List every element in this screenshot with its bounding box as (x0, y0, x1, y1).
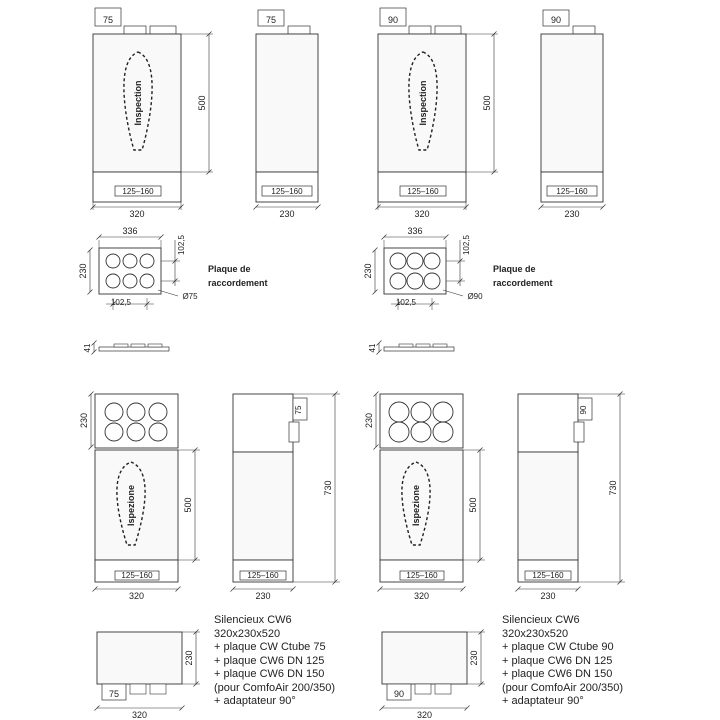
left-assembly-tube (105, 403, 123, 421)
right-spigot-top (435, 26, 461, 34)
right-plate-height-label: 230 (363, 263, 373, 279)
right-plate-boss (399, 344, 413, 347)
right-assembly-width-label: 320 (413, 591, 430, 601)
left-adapter-spigot (150, 684, 166, 694)
note-line: 320x230x520 (502, 627, 569, 640)
left-pitch-h-label: 102,5 (110, 298, 132, 307)
left-bore-label: Ø75 (182, 292, 198, 301)
left-plate-title: raccordement (208, 278, 268, 288)
right-silencer-side (541, 34, 603, 172)
right-assembly-tube (389, 402, 409, 422)
right-spigot-label: 125–160 (556, 187, 588, 196)
right-inspection-assembly-label: Ispezione (411, 484, 421, 527)
right-plate-boss (433, 344, 447, 347)
left-plate-tube (106, 274, 120, 288)
left-plate-tube (123, 274, 137, 288)
right-spigot-label: 125–160 (406, 571, 438, 580)
left-assembly-tube (127, 423, 145, 441)
right-plate-tube (407, 253, 423, 269)
right-adapter-spigot (435, 684, 451, 694)
left-plate-tube (123, 254, 137, 268)
note-line: + plaque CW6 DN 125 (214, 654, 325, 667)
right-adapter-width-label: 320 (416, 710, 433, 720)
left-plate-edge (99, 347, 169, 351)
right-spigot-label: 125–160 (532, 571, 564, 580)
right-assembly-silencer (380, 450, 463, 560)
left-assembly-tube (149, 403, 167, 421)
right-plate-tube (407, 273, 423, 289)
left-adapter-body (97, 632, 182, 684)
left-height-front-label: 500 (197, 95, 207, 111)
right-assembly-tube (433, 402, 453, 422)
left-adapter-spigot (130, 684, 146, 694)
right-assembly-tube (389, 422, 409, 442)
left-total-height-label: 730 (323, 480, 333, 496)
right-pitch-v-label: 102,5 (462, 234, 471, 256)
left-spigot-top (288, 26, 310, 34)
left-tube-size-side-label: 75 (265, 15, 277, 25)
note-line: 320x230x520 (214, 627, 281, 640)
right-adapter-spigot (415, 684, 431, 694)
right-side-tube-label: 90 (579, 405, 588, 415)
right-plate-tube (390, 253, 406, 269)
right-description (502, 614, 623, 709)
left-spigot-label: 125–160 (271, 187, 303, 196)
right-side-flange (574, 422, 584, 442)
left-spigot-label: 125–160 (247, 571, 279, 580)
right-plate-tube (390, 273, 406, 289)
left-thickness-label: 41 (83, 343, 92, 353)
right-bore-label: Ø90 (467, 292, 483, 301)
left-assembly-plate-height-label: 230 (79, 412, 89, 429)
right-adapter-height-label: 230 (469, 650, 479, 666)
right-assembly-side-plate (518, 394, 578, 452)
left-side-flange (289, 422, 299, 442)
left-assembly-side-width-label: 230 (255, 591, 271, 601)
right-spigot-label: 125–160 (407, 187, 439, 196)
note-line: + plaque CW Ctube 90 (502, 641, 614, 653)
right-width-side-label: 230 (564, 209, 580, 219)
left-adapter-width-label: 320 (131, 710, 148, 720)
right-inspection-front-label: Inspection (418, 80, 428, 126)
left-width-side-label: 230 (279, 209, 295, 219)
note-line: + adaptateur 90° (214, 695, 296, 707)
right-plate-title: Plaque de (493, 264, 536, 274)
right-total-height-label: 730 (608, 480, 618, 496)
right-plate-edge (384, 347, 454, 351)
right-tube-size-side-label: 90 (550, 15, 562, 25)
left-assembly-tube (105, 423, 123, 441)
left-plate-height-label: 230 (78, 263, 88, 279)
note-line: Silencieux CW6 (502, 614, 580, 626)
left-spigot-label: 125–160 (122, 187, 154, 196)
right-thickness-label: 41 (368, 343, 377, 353)
right-adapter-body (382, 632, 467, 684)
left-plate-tube (140, 274, 154, 288)
left-pitch-v-label: 102,5 (177, 234, 186, 256)
right-width-front-label: 320 (414, 209, 430, 219)
right-assembly-height-label: 500 (468, 497, 478, 513)
left-tube-size-front-label: 75 (102, 15, 114, 25)
left-plate-width-label: 336 (122, 226, 138, 236)
right-plate-title: raccordement (493, 278, 553, 288)
right-adapter-tube-label: 90 (393, 689, 405, 699)
right-plate-tube (424, 253, 440, 269)
left-assembly-tube (127, 403, 145, 421)
left-inspection-front-label: Inspection (133, 80, 143, 126)
note-line: + plaque CW6 DN 150 (502, 668, 613, 680)
left-adapter-height-label: 230 (184, 650, 194, 666)
left-description (214, 614, 335, 709)
left-plate-boss (114, 344, 128, 347)
note-line: (pour ComfoAir 200/350) (502, 681, 624, 694)
left-assembly-tube (149, 423, 167, 441)
right-assembly-tube (411, 402, 431, 422)
left-inspection-assembly-label: Ispezione (126, 484, 136, 527)
right-plate-width-label: 336 (407, 226, 423, 236)
left-assembly-side-plate (233, 394, 293, 452)
left-side-tube-label: 75 (294, 405, 303, 415)
left-spigot-top (124, 26, 146, 34)
left-assembly-side-silencer (233, 452, 293, 560)
left-assembly-height-label: 500 (183, 497, 193, 513)
left-plate-boss (131, 344, 145, 347)
right-height-front-label: 500 (482, 95, 492, 111)
note-line: (pour ComfoAir 200/350) (214, 681, 336, 694)
left-plate-tube (140, 254, 154, 268)
right-plate-boss (416, 344, 430, 347)
right-plate-tube (424, 273, 440, 289)
left-spigot-top (150, 26, 176, 34)
left-plate-boss (148, 344, 162, 347)
note-line: + plaque CW Ctube 75 (214, 641, 326, 653)
left-assembly-width-label: 320 (128, 591, 145, 601)
right-spigot-top (573, 26, 595, 34)
left-assembly-silencer (95, 450, 178, 560)
right-assembly-tube (433, 422, 453, 442)
note-line: + adaptateur 90° (502, 695, 584, 707)
left-silencer-side (256, 34, 318, 172)
right-assembly-side-width-label: 230 (540, 591, 556, 601)
right-assembly-side-silencer (518, 452, 578, 560)
right-pitch-h-label: 102,5 (395, 298, 417, 307)
left-adapter-tube-label: 75 (108, 689, 120, 699)
left-width-front-label: 320 (129, 209, 145, 219)
right-assembly-tube (411, 422, 431, 442)
left-plate-tube (106, 254, 120, 268)
note-line: Silencieux CW6 (214, 614, 292, 626)
left-plate-title: Plaque de (208, 264, 251, 274)
left-spigot-label: 125–160 (121, 571, 153, 580)
right-assembly-plate-height-label: 230 (364, 412, 374, 429)
note-line: + plaque CW6 DN 125 (502, 654, 613, 667)
note-line: + plaque CW6 DN 150 (214, 668, 325, 680)
right-tube-size-front-label: 90 (387, 15, 399, 25)
right-spigot-top (409, 26, 431, 34)
